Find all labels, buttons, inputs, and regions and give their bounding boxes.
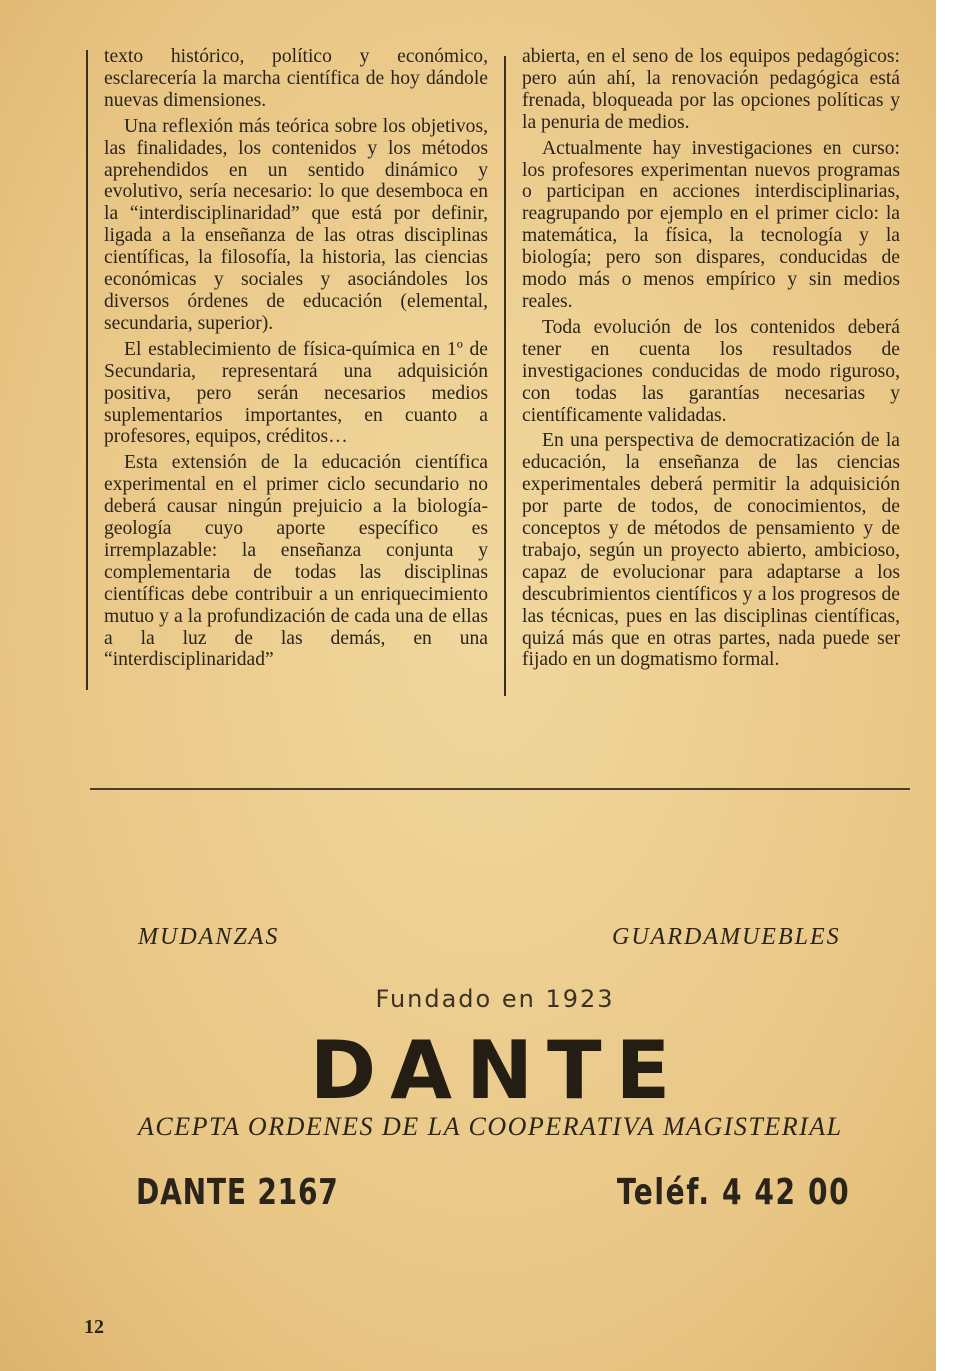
- ad-service-left: MUDANZAS: [138, 924, 280, 950]
- ad-phone: Teléf. 4 42 00: [616, 1172, 850, 1213]
- paragraph: El establecimiento de física-química en 1º de Secundaria, representará una adquisición positiva, pero serán necesarios medios suplementarios importantes, en cuanto a profesores, equipos, créditos…: [104, 338, 488, 448]
- article-left-column: [104, 46, 488, 675]
- paragraph: En una perspectiva de democratización de la educación, la enseñanza de las ciencias experimentales deberá permitir la adquisición por parte de todos, de conocimientos, de conceptos y de métodos de pensamiento y de trabajo, según un proyecto abierto, ambicioso, capaz de evolucionar para adaptarse a los descubrimientos científicos y a los progresos de las técnicas, pues en las disciplinas científicas, quizá más que en otras partes, nada puede ser fijado en un dogmatismo formal.: [522, 430, 900, 671]
- page-number: 12: [84, 1316, 104, 1338]
- ad-founded: Fundado en 1923: [375, 985, 615, 1013]
- section-divider: [90, 788, 910, 790]
- paragraph: Esta extensión de la educación científica experimental en el primer ciclo secundario no deberá causar ningún prejuicio a la biología-geología cuyo aporte específico es irremplazable: la enseñanza conjunta y complementaria de todas las disciplinas científicas debe contribuir a un enriquecimiento mutuo y a la profundización de cada una de ellas a la luz de las demás, en una “interdisciplinaridad”: [104, 452, 488, 671]
- paragraph: Una reflexión más teórica sobre los objetivos, las finalidades, los contenidos y los métodos aprehendidos en un sentido dinámico y evolutivo, sería necesario: lo que desemboca en la “interdisciplinaridad” que está por definir, ligada a la enseñanza de las otras disciplinas científicas, la filosofía, la historia, las ciencias económicas y sociales y asociándoles los diversos órdenes de educación (elemental, secundaria, superior).: [104, 115, 488, 334]
- paragraph: abierta, en el seno de los equipos pedagógicos: pero aún ahí, la renovación pedagógica está frenada, bloqueada por las opciones políticas y la penuria de medios.: [522, 46, 900, 133]
- paragraph: Actualmente hay investigaciones en curso: los profesores experimentan nuevos programas o participan en acciones interdisciplinarias, reagrupando por ejemplo en el primer ciclo: la matemática, la física, la tecnología y la biología; pero son dispares, conducidas de modo más o menos empírico y sin medios reales.: [522, 137, 900, 312]
- page-margin: [936, 0, 976, 1371]
- paragraph: Toda evolución de los contenidos deberá tener en cuenta los resultados de investigaciones conducidas de modo riguroso, con todas las garantías necesarias y científicamente validadas.: [522, 316, 900, 426]
- left-margin-rule: [86, 50, 88, 690]
- article-right-column: [522, 46, 900, 675]
- ad-tagline: ACEPTA ORDENES DE LA COOPERATIVA MAGISTERIAL: [138, 1112, 843, 1141]
- ad-service-right: GUARDAMUEBLES: [612, 924, 841, 950]
- ad-brand: DANTE: [309, 1024, 685, 1117]
- column-divider: [504, 56, 506, 696]
- ad-address: DANTE 2167: [136, 1172, 339, 1213]
- paragraph: texto histórico, político y económico, esclarecería la marcha científica de hoy dándole nuevas dimensiones.: [104, 46, 488, 111]
